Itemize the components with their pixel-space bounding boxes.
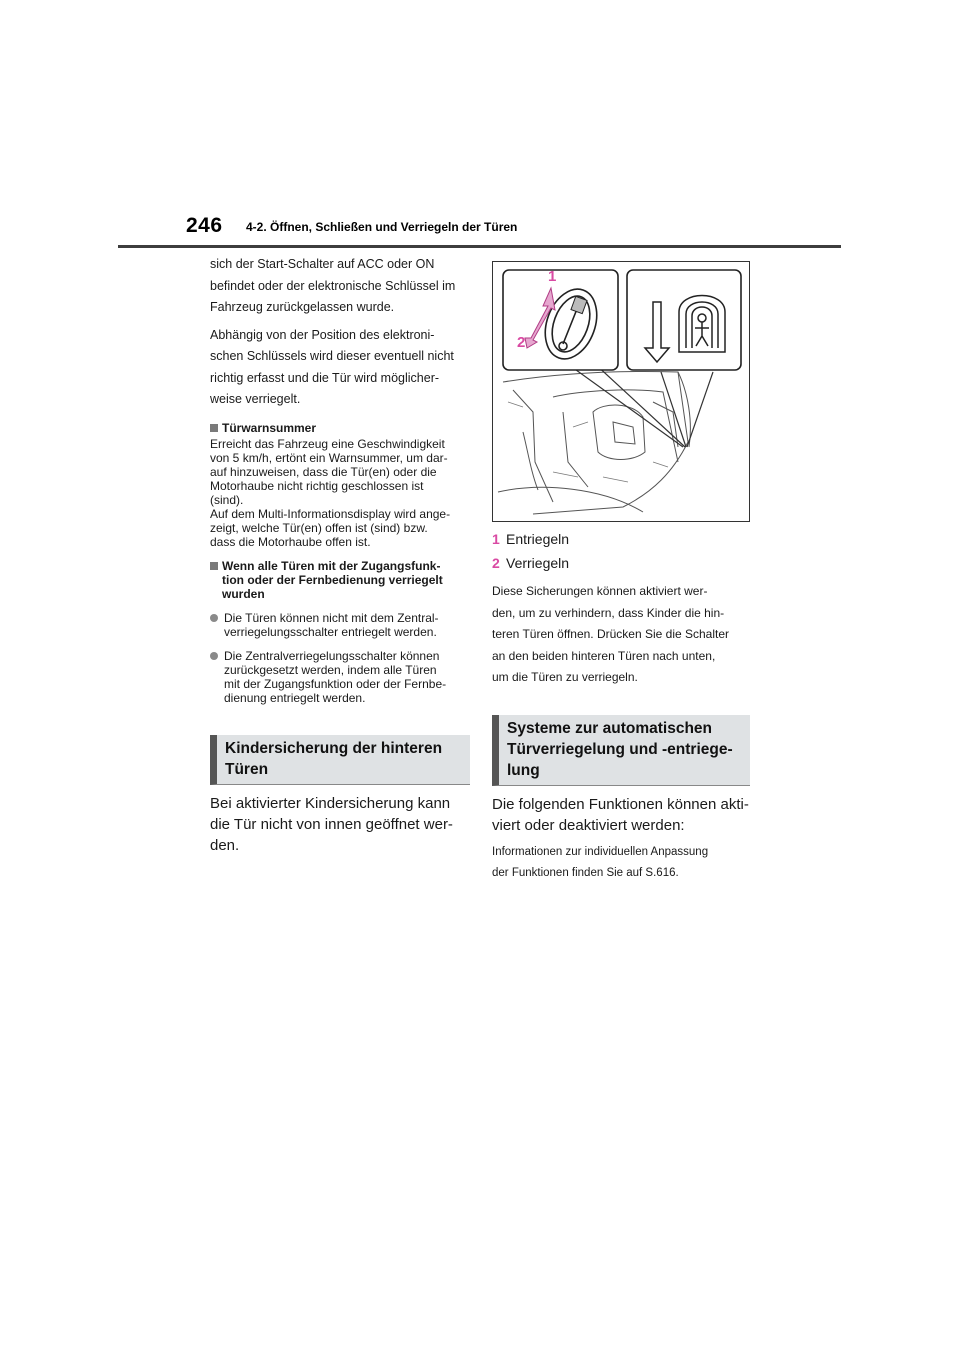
position-line: weise verriegelt. — [210, 392, 301, 406]
warn-line: Auf dem Multi-Informationsdisplay wird ange- — [210, 506, 451, 521]
info-line: der Funktionen finden Sie auf S.616. — [492, 866, 679, 879]
figure-label-1: 1 — [548, 268, 557, 285]
legend-item-unlock — [492, 527, 750, 551]
lock-heading-line: tion oder der Fernbedienung verriegelt — [222, 572, 443, 587]
round-bullet-icon — [210, 614, 218, 622]
position-line: Abhängig von der Position des elektroni- — [210, 327, 435, 342]
child-lock-description — [492, 581, 750, 689]
box-title-line: lung — [507, 761, 540, 779]
door-warning-heading-text: Türwarnsummer — [222, 420, 317, 435]
child-lock-illustration — [492, 261, 750, 522]
bullet-line: Die Türen können nicht mit dem Zentral- — [224, 610, 439, 625]
bullet-item — [210, 611, 470, 639]
description-line: Diese Sicherungen können aktiviert wer- — [492, 584, 708, 598]
door-illustration — [493, 262, 749, 521]
description-line: um die Türen zu verriegeln. — [492, 670, 638, 684]
bullet-line: mit der Zugangsfunktion oder der Fernbe- — [224, 676, 447, 691]
lock-function-heading — [210, 559, 470, 601]
figure-label-2: 2 — [517, 334, 526, 351]
bullet-line: dienung entriegelt werden. — [224, 690, 366, 705]
position-line: schen Schlüssels wird dieser eventuell nicht — [210, 349, 454, 363]
bullet-line: zurückgesetzt werden, indem alle Türen — [224, 662, 437, 677]
square-bullet-icon — [210, 424, 218, 432]
legend-item-lock — [492, 551, 750, 575]
warn-line: Erreicht das Fahrzeug eine Geschwindigkeit — [210, 436, 445, 451]
warn-line: von 5 km/h, ertönt ein Warnsummer, um dar- — [210, 450, 448, 465]
door-warning-heading — [210, 421, 470, 435]
header-rule — [118, 245, 841, 248]
legend-number: 2 — [492, 555, 500, 571]
box-title-line: Systeme zur automatischen — [507, 719, 713, 737]
child-lock-body — [210, 793, 470, 856]
page-number: 246 — [186, 214, 223, 237]
square-bullet-icon — [210, 562, 218, 570]
intro-line: befindet oder der elektronische Schlüssel im — [210, 278, 456, 293]
intro-line: Fahrzeug zurückgelassen wurde. — [210, 300, 395, 314]
legend-number: 1 — [492, 531, 500, 547]
customization-info — [492, 842, 750, 884]
warn-line: dass die Motorhaube offen ist. — [210, 534, 371, 549]
info-line: Informationen zur individuellen Anpassung — [492, 845, 709, 858]
body-line: viert oder deaktiviert werden: — [492, 816, 685, 834]
auto-lock-section-title — [492, 715, 750, 786]
intro-line: sich der Start-Schalter auf ACC oder ON — [210, 257, 435, 271]
bullet-item — [210, 649, 470, 705]
box-title-line: Türen — [225, 760, 269, 778]
warn-line: auf hinzuweisen, dass die Tür(en) oder die — [210, 464, 437, 479]
box-title-line: Kindersicherung der hinteren — [225, 739, 443, 757]
bullet-line: Die Zentralverriegelungsschalter können — [224, 648, 440, 663]
auto-lock-body — [492, 794, 750, 836]
legend-text: Verriegeln — [506, 555, 570, 571]
description-line: an den beiden hinteren Türen nach unten, — [492, 648, 716, 663]
lock-heading-line: Wenn alle Türen mit der Zugangsfunk- — [222, 558, 441, 573]
door-warning-text — [210, 437, 470, 549]
warn-line: Motorhaube nicht richtig geschlossen ist — [210, 478, 424, 493]
warn-line: zeigt, welche Tür(en) offen ist (sind) bzw. — [210, 520, 428, 535]
warn-line: (sind). — [210, 492, 244, 507]
right-column — [492, 261, 750, 884]
description-line: teren Türen öffnen. Drücken Sie die Schalter — [492, 627, 730, 641]
box-title-line: Türverriegelung und -entriege- — [507, 740, 733, 758]
round-bullet-icon — [210, 652, 218, 660]
body-line: Bei aktivierter Kindersicherung kann — [210, 794, 451, 812]
body-line: die Tür nicht von innen geöffnet wer- — [210, 815, 453, 833]
lock-heading-line: wurden — [222, 586, 265, 601]
position-line: richtig erfasst und die Tür wird möglicher- — [210, 370, 440, 385]
position-paragraph — [210, 325, 470, 411]
intro-paragraph — [210, 254, 470, 319]
child-lock-section-title — [210, 735, 470, 785]
body-line: den. — [210, 836, 240, 854]
body-line: Die folgenden Funktionen können akti- — [492, 795, 749, 813]
bullet-line: verriegelungsschalter entriegelt werden. — [224, 624, 437, 639]
section-title: 4-2. Öffnen, Schließen und Verriegeln der Türen — [246, 220, 518, 234]
legend-text: Entriegeln — [506, 531, 570, 547]
left-column — [210, 254, 470, 856]
description-line: den, um zu verhindern, dass Kinder die hin- — [492, 605, 725, 620]
